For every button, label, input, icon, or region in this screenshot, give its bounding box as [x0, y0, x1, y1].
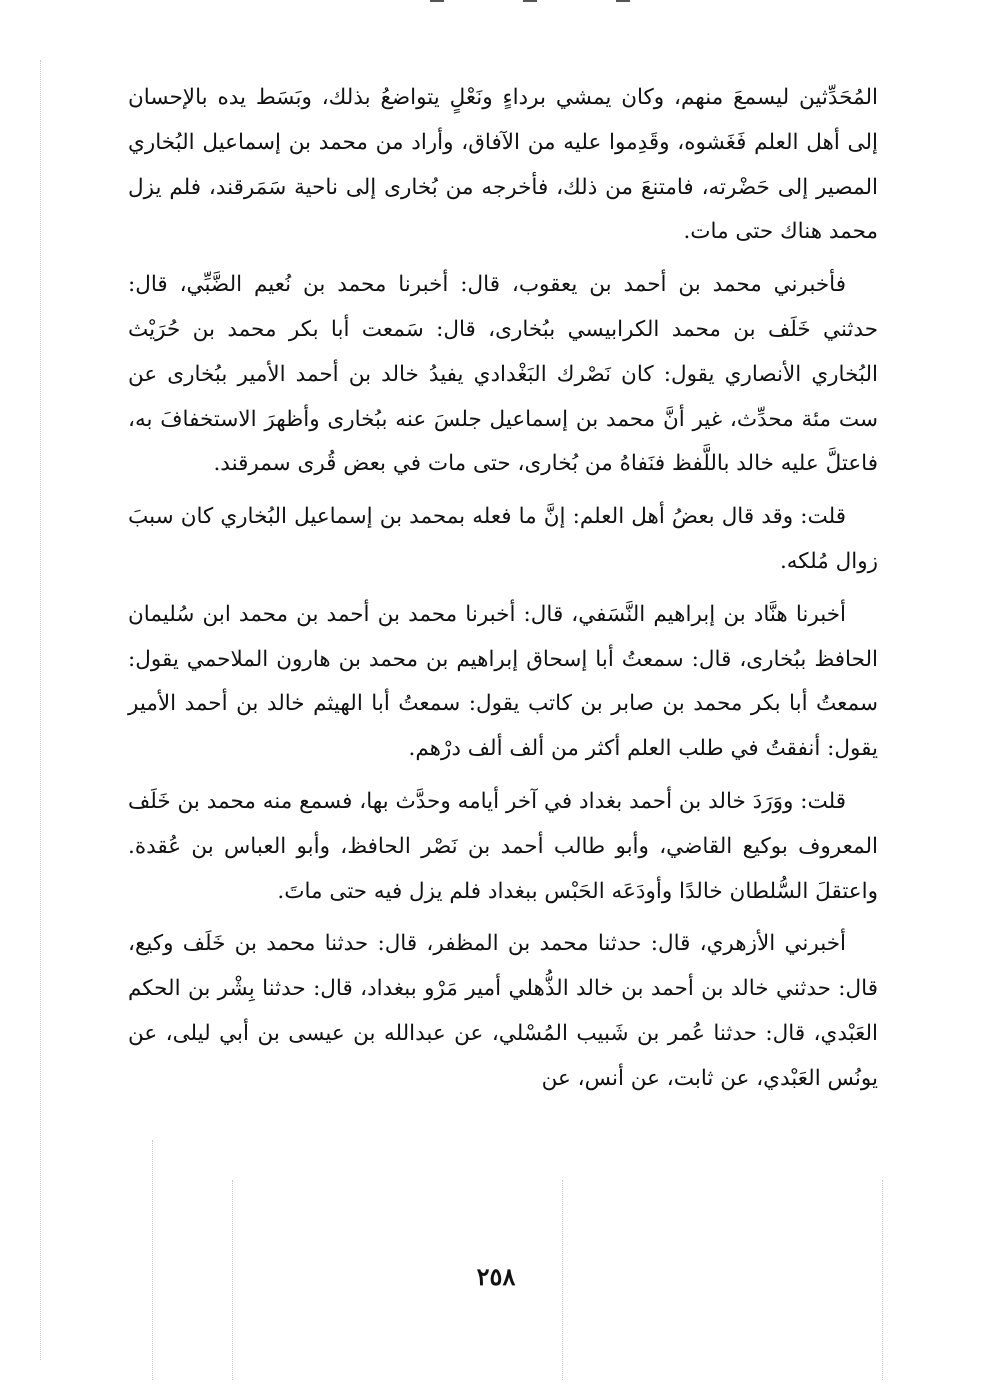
guide-line: [40, 60, 41, 1360]
paragraph: فأخبرني محمد بن أحمد بن يعقوب، قال: أخبرنا محمد بن نُعيم الضَّبِّي، قال: حدثني خَلَف بن محمد الكرابيسي ببُخارى، قال: سَمعت أبا بكر محمد بن حُرَيْث البُخاري الأنصاري يقول: كان نَصْرك البَغْدادي يفيدُ خالد بن أحمد الأمير ببُخارى عن ست مئة محدِّث، غير أنَّ محمد بن إسماعيل جلسَ عنه ببُخارى وأظهرَ الاستخفافَ به، فاعتلَّ عليه خالد باللَّفظ فنَفاهُ من بُخارى، حتى مات في بعض قُرى سمرقند.: [128, 272, 878, 477]
paragraph: قلت: وقد قال بعضُ أهل العلم: إنَّ ما فعله بمحمد بن إسماعيل البُخاري كان سببَ زوال مُلكه.: [128, 504, 878, 574]
paragraph: المُحَدِّثين ليسمعَ منهم، وكان يمشي برداءٍ ونَعْلٍ يتواضعُ بذلك، وبَسَط يده بالإحسان إلى أهل العلم فَغَشوه، وقَدِموا عليه من الآفاق، وأراد من محمد بن إسماعيل البُخاري المصير إلى حَضْرته، فامتنعَ من ذلك، فأخرجه من بُخارى إلى ناحية سَمَرقند، فلم يزل محمد هناك حتى مات.: [128, 85, 878, 245]
body-text: [128, 76, 878, 1110]
scan-mark: [616, 0, 630, 2]
guide-line: [152, 1140, 153, 1380]
paragraph: أخبرني الأزهري، قال: حدثنا محمد بن المظفر، قال: حدثنا محمد بن خَلَف وكيع، قال: حدثني خالد بن أحمد بن خالد الذُّهلي أمير مَرْو ببغداد، قال: حدثنا بِشْر بن الحكم العَبْدي، قال: حدثنا عُمر بن شَبيب المُسْلي، عن عبدالله بن عيسى بن أبي ليلى، عن يونُس العَبْدي، عن ثابت، عن أنس، عن: [128, 931, 878, 1091]
paragraph: قلت: ووَرَدَ خالد بن أحمد بغداد في آخر أيامه وحدَّث بها، فسمع منه محمد بن خَلَف المعروف بوكيع القاضي، وأبو طالب أحمد بن نَصْر الحافظ، وأبو العباس بن عُقدة. واعتقلَ السُّلطان خالدًا وأودَعَه الحَبْس ببغداد فلم يزل فيه حتى ماتَ.: [128, 788, 878, 904]
paragraph: أخبرنا هنَّاد بن إبراهيم النَّسَفي، قال: أخبرنا محمد بن أحمد بن محمد ابن سُليمان الحافظ ببُخارى، قال: سمعتُ أبا إسحاق إبراهيم بن محمد بن هارون الملاحمي يقول: سمعتُ أبا بكر محمد بن صابر بن كاتب يقول: سمعتُ أبا الهيثم خالد بن أحمد الأمير يقول: أنفقتُ في طلب العلم أكثر من ألف ألف درْهم.: [128, 601, 878, 762]
scan-mark: [523, 0, 537, 2]
top-scan-marks: [430, 0, 630, 6]
scan-mark: [430, 0, 444, 2]
page-number: ٢٥٨: [476, 1262, 516, 1291]
